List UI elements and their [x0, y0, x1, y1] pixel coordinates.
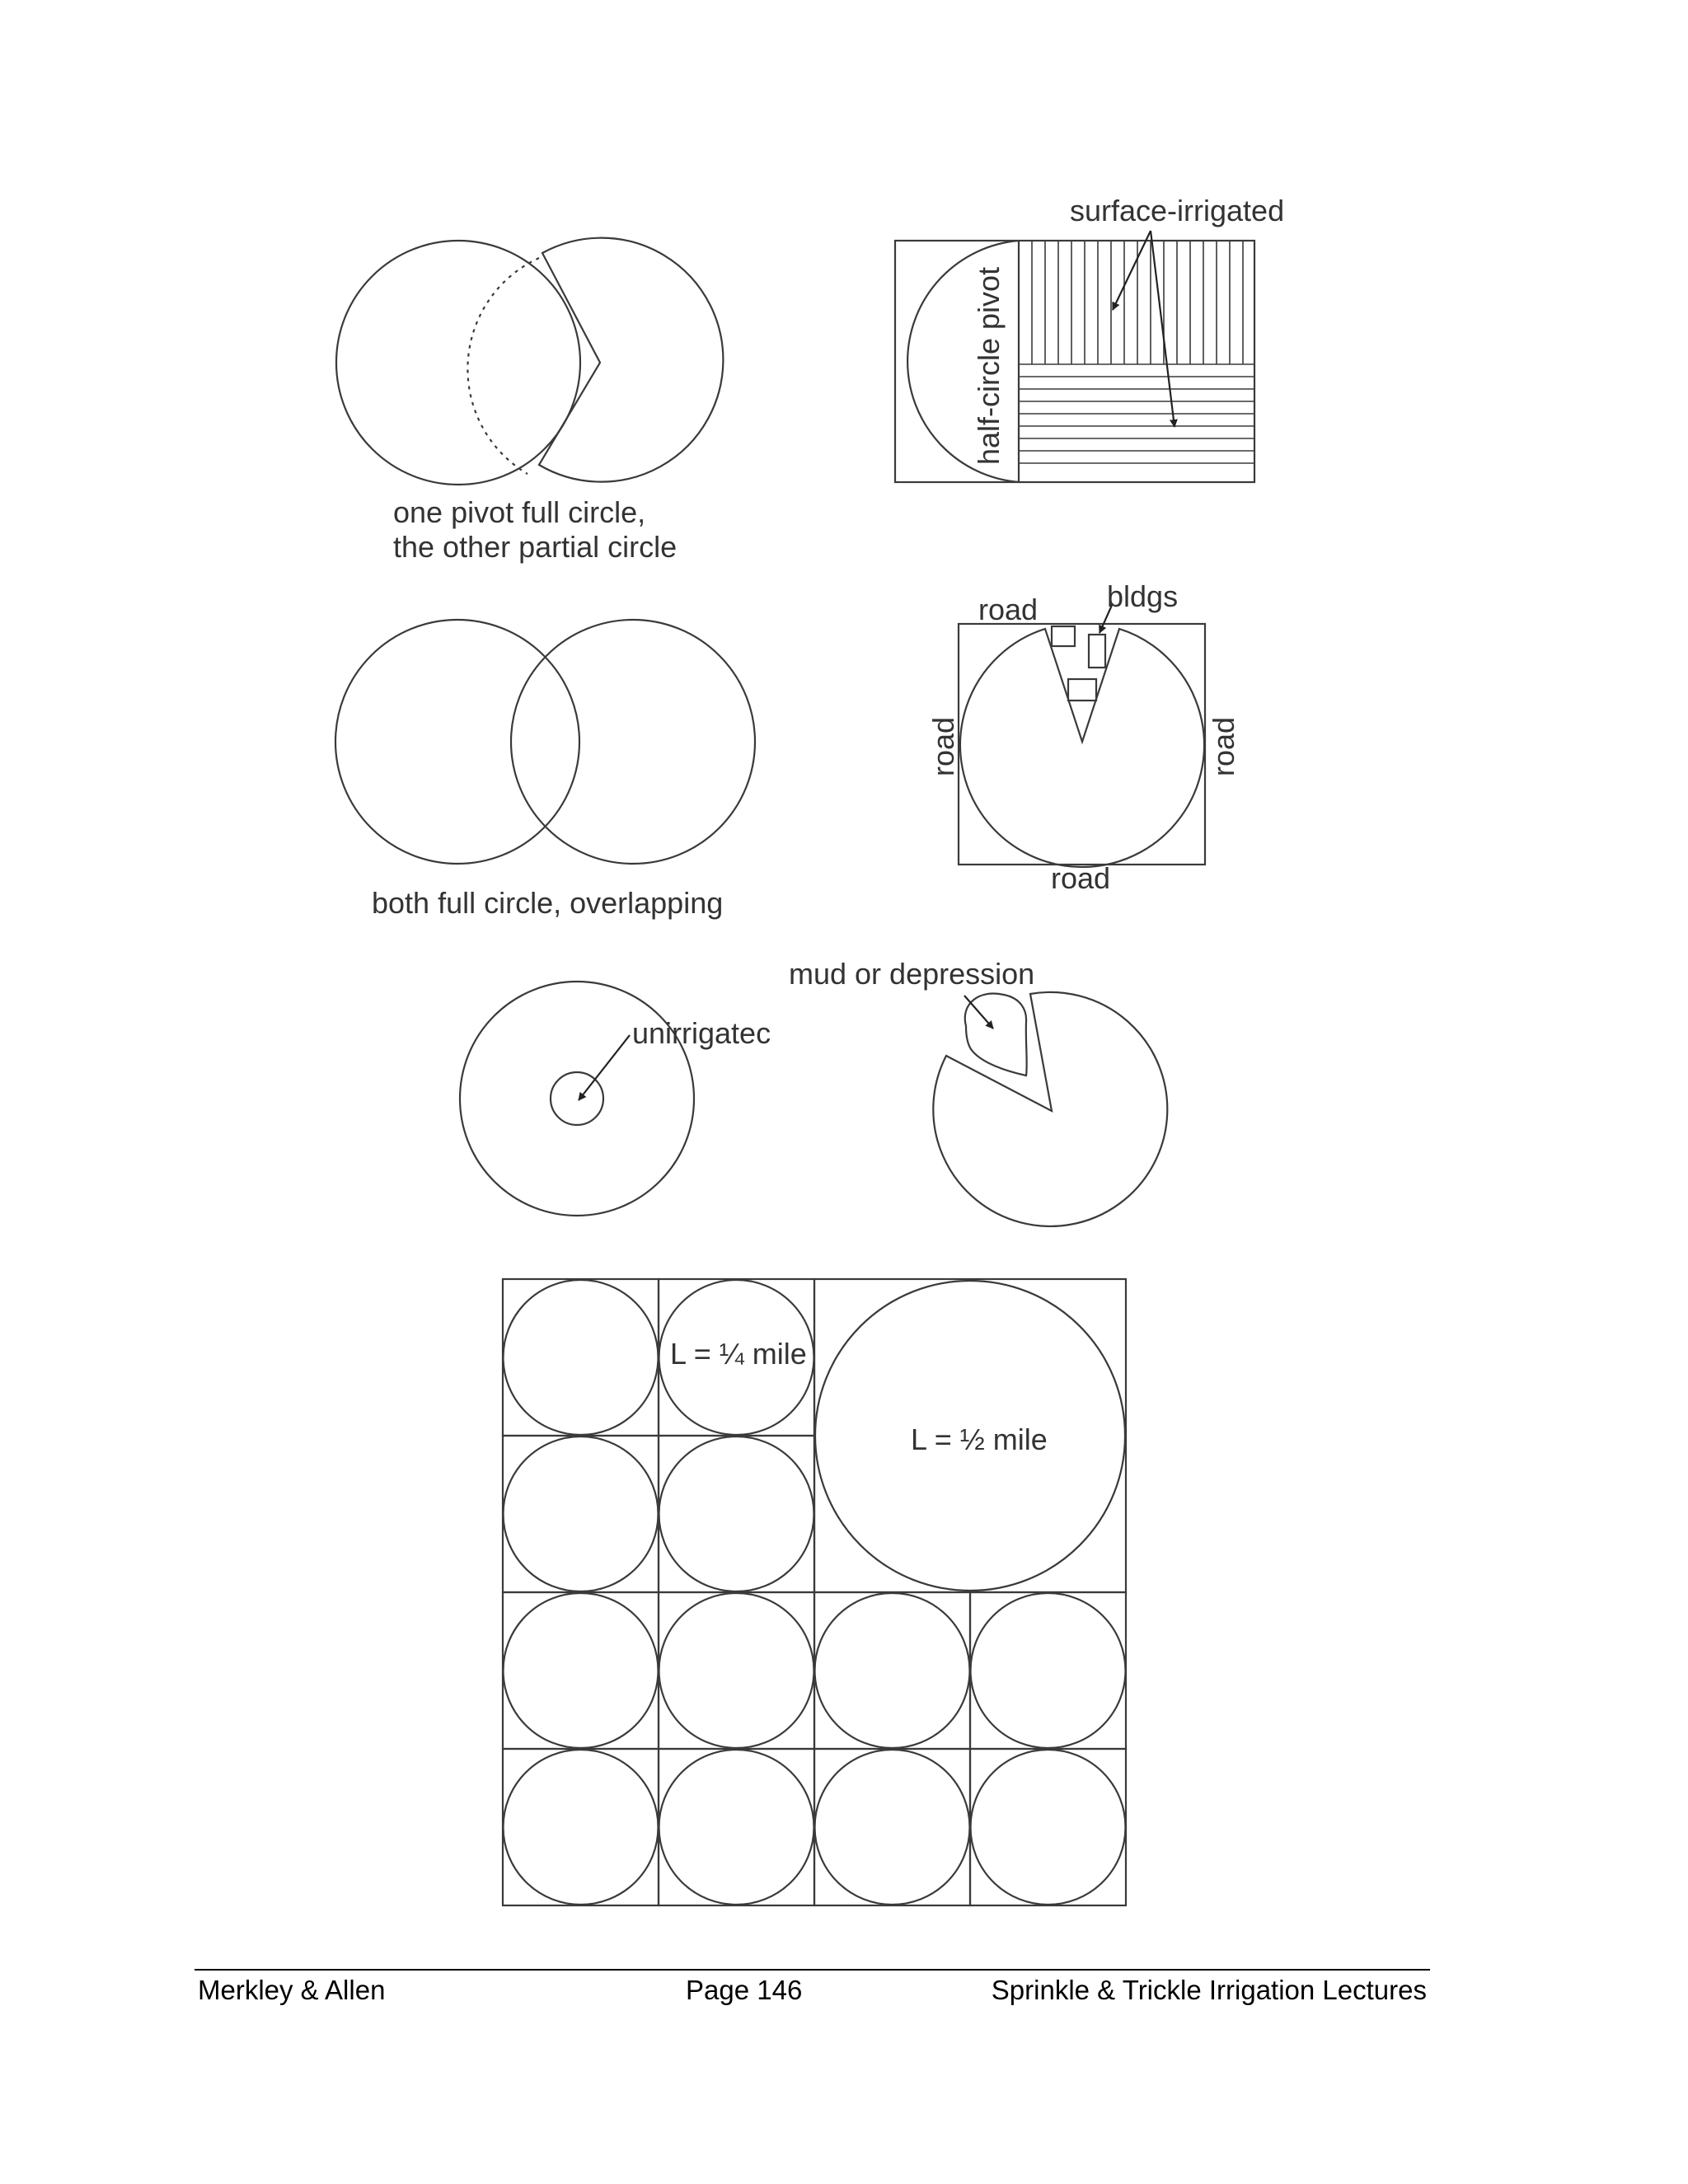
footer-title: Sprinkle & Trickle Irrigation Lectures: [991, 1975, 1427, 2005]
caption-full-and-partial-line1: one pivot full circle,: [393, 495, 646, 529]
partial-circle-pivot: [539, 238, 723, 482]
small-pivot-circle: [504, 1280, 659, 1435]
caption-overlapping: both full circle, overlapping: [372, 886, 724, 920]
small-pivot-circle: [659, 1593, 814, 1748]
arrow-to-center: [579, 1035, 630, 1100]
figure-overlapping-circles: [335, 620, 755, 864]
footer-authors: Merkley & Allen: [198, 1975, 386, 2005]
caption-full-and-partial-line2: the other partial circle: [393, 530, 678, 564]
label-road-right: road: [1207, 716, 1240, 776]
label-road-bottom: road: [1051, 861, 1111, 895]
small-pivot-circle: [504, 1750, 659, 1905]
footer-page-number: Page 146: [686, 1975, 803, 2005]
label-quarter-mile: L = ¼ mile: [670, 1337, 807, 1371]
figure-mud-or-depression: [933, 992, 1167, 1226]
horizontal-hatching: [1019, 364, 1254, 463]
label-road-left: road: [926, 716, 960, 776]
small-pivot-circle: [815, 1593, 970, 1748]
small-pivot-circle: [504, 1436, 659, 1591]
figure-field-grid: [503, 1279, 1126, 1905]
figure-half-circle-pivot: [895, 231, 1254, 482]
label-unirrigated: unirrigatec: [632, 1016, 771, 1050]
label-bldgs: bldgs: [1107, 579, 1179, 613]
label-surface-irrigated: surface-irrigated: [1070, 194, 1285, 227]
right-circle: [511, 620, 755, 864]
building: [1052, 626, 1075, 646]
partial-circle-pivot: [933, 992, 1167, 1226]
figure-roads-and-buildings: [959, 603, 1205, 867]
figure-full-and-partial-circle: [336, 238, 723, 485]
arrow-to-horizontal-area: [1151, 231, 1175, 427]
small-pivot-circle: [659, 1436, 814, 1591]
small-pivot-circle: [971, 1593, 1126, 1748]
label-half-circle-pivot: half-circle pivot: [972, 266, 1006, 465]
pivot-with-wedge: [960, 629, 1204, 867]
building: [1068, 679, 1096, 701]
small-pivot-circle: [971, 1750, 1126, 1905]
dotted-arc: [467, 258, 539, 474]
arrow-to-mud: [964, 996, 993, 1029]
field-boundary: [895, 241, 1254, 482]
small-pivot-circle: [815, 1750, 970, 1905]
arrow-to-vertical-area: [1113, 231, 1151, 310]
label-half-mile: L = ½ mile: [911, 1422, 1048, 1456]
label-road-top: road: [978, 593, 1039, 626]
small-pivot-circle: [659, 1750, 814, 1905]
building: [1089, 635, 1105, 668]
label-mud-or-depression: mud or depression: [789, 957, 1035, 991]
small-pivot-circle: [504, 1593, 659, 1748]
left-circle: [335, 620, 579, 864]
full-circle-pivot: [336, 241, 580, 485]
